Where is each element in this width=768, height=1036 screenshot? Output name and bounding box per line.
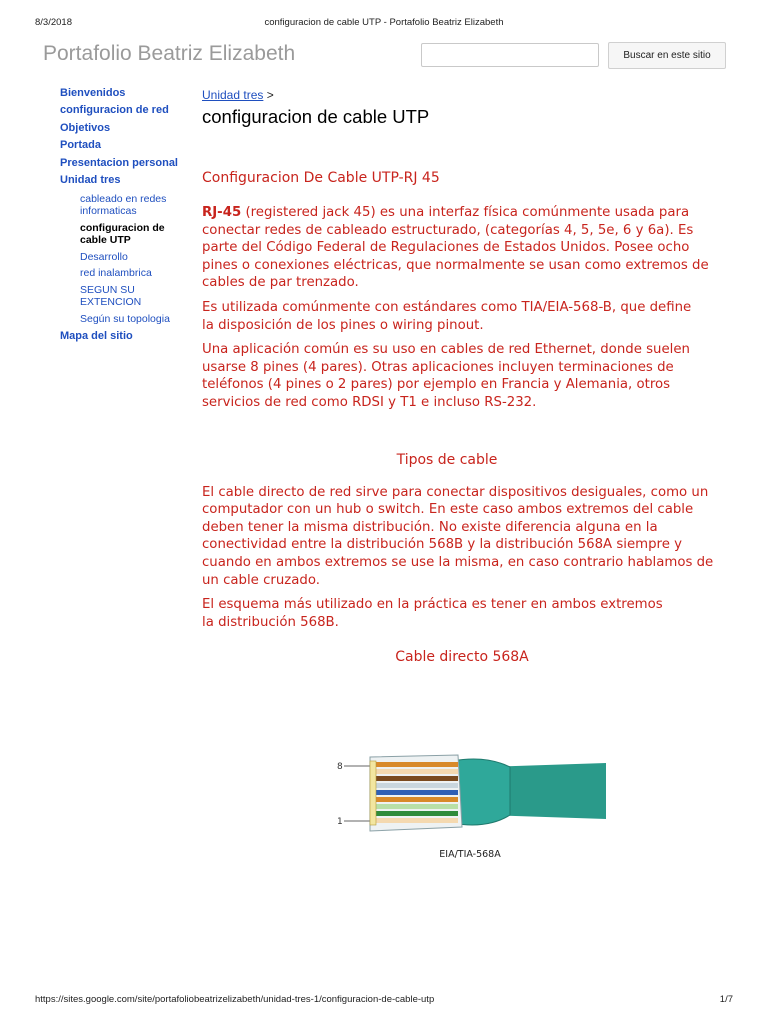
sidebar-item-mapa-del-sitio[interactable]: Mapa del sitio xyxy=(60,330,133,343)
sidebar-item-configuracion-de-red[interactable]: configuracion de red xyxy=(60,104,169,117)
print-doc-title: configuracion de cable UTP - Portafolio Beatriz Elizabeth xyxy=(264,17,504,28)
sidebar-item-bienvenidos[interactable]: Bienvenidos xyxy=(60,87,126,99)
search-input[interactable] xyxy=(421,43,599,67)
print-url: https://sites.google.com/site/portafoliobeatrizelizabeth/unidad-tres-1/configuracion-de-cable-utp xyxy=(35,994,435,1005)
figure-caption: EIA/TIA-568A xyxy=(439,849,501,860)
main-content xyxy=(202,88,718,665)
site-title[interactable]: Portafolio Beatriz Elizabeth xyxy=(43,42,296,65)
breadcrumb-link-unidad-tres[interactable]: Unidad tres xyxy=(202,88,264,102)
breadcrumb xyxy=(202,88,718,102)
section-heading-tipos-de-cable: Tipos de cable xyxy=(396,451,498,468)
pin-8-label: 8 xyxy=(337,762,343,772)
print-header xyxy=(0,17,768,31)
rj45-568a-diagram xyxy=(334,753,606,865)
section-heading-cable-directo-568a: Cable directo 568A xyxy=(395,649,529,666)
rj45-connector-illustration xyxy=(334,753,606,865)
sidebar-item-objetivos[interactable]: Objetivos xyxy=(60,121,111,134)
paragraph-rj45-intro xyxy=(202,204,718,292)
print-footer xyxy=(0,994,768,1036)
sidebar-item-segun-su-extencion[interactable]: SEGUN SU EXTENCION xyxy=(80,283,142,309)
sidebar-item-cableado-en-redes[interactable]: cableado en redes informaticas xyxy=(80,192,167,218)
rj45-term: RJ-45 xyxy=(202,205,242,220)
section-heading-rj45: Configuracion De Cable UTP-RJ 45 xyxy=(202,170,440,186)
print-date: 8/3/2018 xyxy=(35,17,72,28)
sidebar-item-portada[interactable]: Portada xyxy=(60,139,101,152)
rj45-description: (registered jack 45) es una interfaz física comúnmente usada para conectar redes de cableado estructurado, (categorías 4, 5, 5e, 6 y 6a). Es parte del Código Federal de Regulaciones de Estados Unidos. Posee ocho pines o conexiones eléctricas, que normalmente se usan como extremos de cables de par trenzado. xyxy=(202,205,709,291)
print-page-number: 1/7 xyxy=(719,994,733,1005)
pin-1-label: 1 xyxy=(337,817,343,827)
wire-pairs xyxy=(374,762,458,823)
sidebar-item-red-inalambrica[interactable]: red inalambrica xyxy=(80,267,152,280)
breadcrumb-separator: > xyxy=(266,88,274,102)
gold-contacts xyxy=(370,761,376,825)
paragraph-cable-directo: El cable directo de red sirve para conectar dispositivos desiguales, como un computador con un hub o switch. En este caso ambos extremos del cable deben tener la misma distribución. No existe diferencia alguna en la conectividad entre la distribución 568B y la distribución 568A siempre y cuando en ambos extremos se use la misma, en caso contrario hablamos de un cable cruzado. xyxy=(202,484,714,588)
paragraph-esquema: El esquema más utilizado en la práctica es tener en ambos extremos la distribución 568B. xyxy=(202,597,663,630)
sidebar-item-unidad-tres[interactable]: Unidad tres xyxy=(60,173,121,186)
sidebar-nav xyxy=(60,86,190,347)
sidebar-item-desarrollo[interactable]: Desarrollo xyxy=(80,250,128,263)
sidebar-item-configuracion-de-cable-utp: configuracion de cable UTP xyxy=(80,221,165,247)
paragraph-applications: Una aplicación común es su uso en cables de red Ethernet, donde suelen usarse 8 pines (4 pares). Otras aplicaciones incluyen terminaciones de teléfonos (4 pines o 2 pares) por ejemplo en Francia y Alemania, otros servicios de red como RDSI y T1 e incluso RS-232. xyxy=(202,342,690,410)
search-button[interactable]: Buscar en este sitio xyxy=(608,42,726,69)
paragraph-standards: Es utilizada comúnmente con estándares como TIA/EIA-568-B, que define la disposición de los pines o wiring pinout. xyxy=(202,299,692,333)
sidebar-item-presentacion-personal[interactable]: Presentacion personal xyxy=(60,156,178,169)
sidebar-item-segun-su-topologia[interactable]: Según su topologia xyxy=(80,312,170,325)
page-title: configuracion de cable UTP xyxy=(202,106,430,127)
